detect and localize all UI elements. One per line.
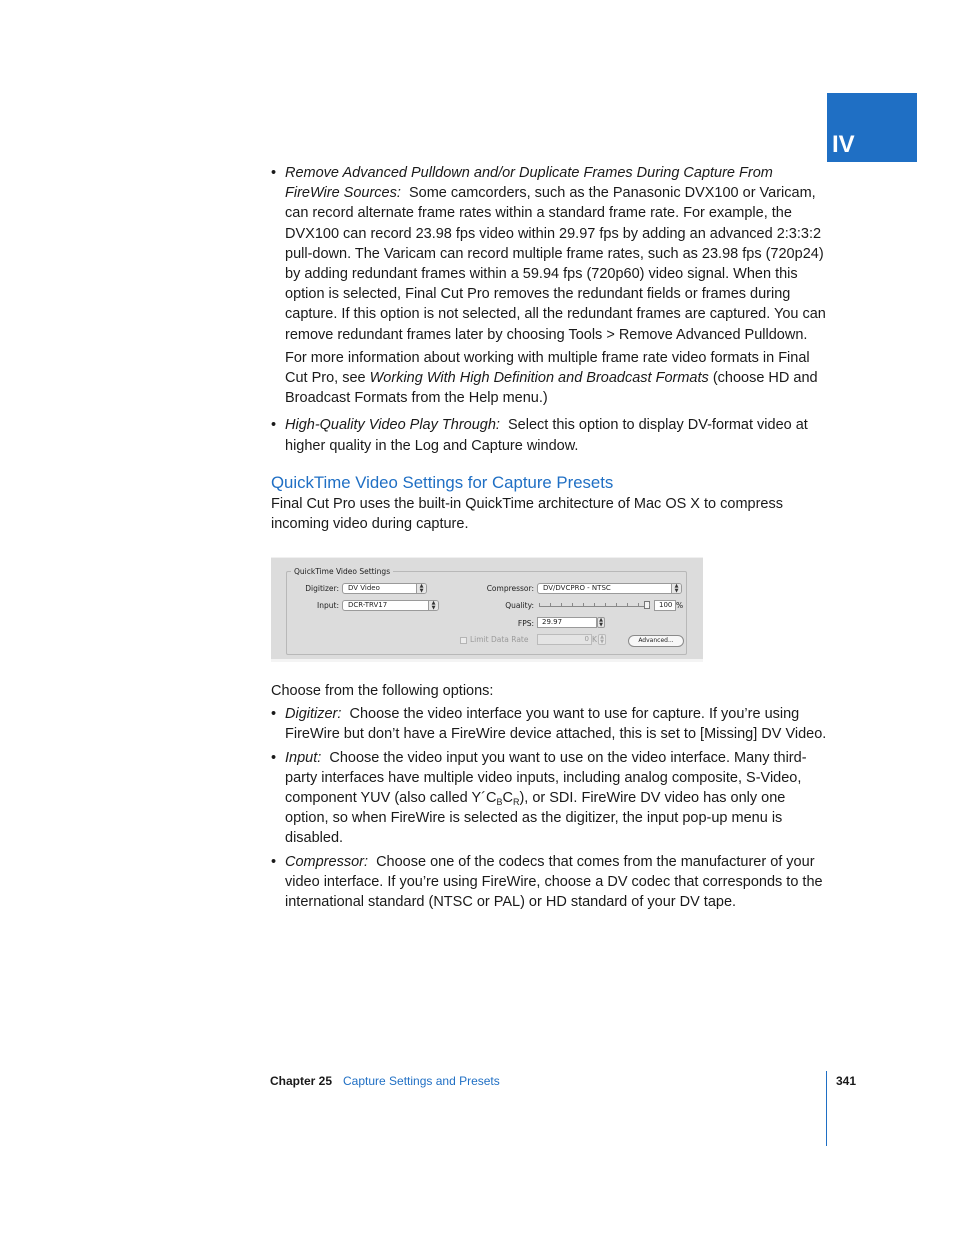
section-intro bbox=[271, 494, 831, 534]
section-heading: QuickTime Video Settings for Capture Presets bbox=[271, 473, 614, 492]
input-text-c: C bbox=[502, 790, 513, 807]
compressor-popup[interactable] bbox=[537, 583, 682, 594]
option-description: Choose one of the codecs that comes from the manufacturer of your video interface. If you’re using FireWire, choose a DV codec that corresponds to the international standard (NTSC or PAL) or HD standard of your DV tape. bbox=[285, 853, 823, 911]
slider-tick bbox=[583, 603, 584, 606]
slider-tick bbox=[550, 603, 551, 606]
list-item bbox=[271, 415, 831, 455]
footer-chapter: Chapter 25 bbox=[270, 1074, 333, 1088]
quicktime-settings-screenshot bbox=[271, 557, 703, 662]
top-section bbox=[271, 163, 831, 456]
option-term: Compressor: bbox=[285, 853, 368, 870]
popup-arrows-icon: ▲ ▼ bbox=[428, 601, 438, 610]
list-item bbox=[271, 748, 831, 849]
subscript-r: R bbox=[512, 797, 520, 808]
list-item bbox=[271, 163, 831, 345]
slider-tick bbox=[638, 603, 639, 606]
data-rate-field[interactable] bbox=[537, 634, 592, 645]
option-description: Select this option to display DV-format video at higher quality in the Log and Capture window. bbox=[285, 417, 808, 454]
footer-chapter-title: Capture Settings and Presets bbox=[343, 1074, 500, 1088]
data-rate-value: 0 bbox=[584, 635, 589, 643]
option-description bbox=[285, 750, 807, 847]
subscript-b: B bbox=[496, 797, 503, 808]
data-rate-unit: K bbox=[592, 635, 597, 644]
input-label: Input: bbox=[317, 601, 339, 610]
fps-value: 29.97 bbox=[542, 618, 563, 626]
part-tab bbox=[827, 93, 917, 162]
input-text-d: ), or SDI. FireWire DV video has only one option, so when FireWire is selected as the digitizer, the input pop-up menu is disabled. bbox=[285, 790, 786, 847]
input-popup[interactable] bbox=[342, 600, 439, 611]
cross-reference: Working With High Definition and Broadcast Formats bbox=[369, 370, 709, 387]
more-info-after: (choose HD and Broadcast Formats from the Help menu.) bbox=[285, 370, 818, 407]
limit-data-rate-checkbox[interactable] bbox=[460, 637, 467, 644]
compressor-label: Compressor: bbox=[486, 584, 534, 593]
slider-tick bbox=[616, 603, 617, 606]
slider-tick bbox=[572, 603, 573, 606]
quality-label: Quality: bbox=[505, 601, 534, 610]
slider-tick bbox=[649, 603, 650, 606]
option-description: Choose the video interface you want to use for capture. If you’re using FireWire but don’t have a FireWire device attached, this is set to [Missing] DV Video. bbox=[285, 706, 827, 743]
popup-arrows-icon: ▲ ▼ bbox=[416, 584, 426, 593]
fps-field[interactable] bbox=[537, 617, 597, 628]
list-item bbox=[271, 704, 831, 744]
options-section bbox=[271, 681, 831, 912]
option-term: High-Quality Video Play Through: bbox=[285, 417, 500, 434]
more-info-before: For more information about working with multiple frame rate video formats in Final Cut Pro, see bbox=[285, 349, 810, 387]
quality-slider[interactable] bbox=[539, 606, 649, 607]
footer-divider bbox=[826, 1071, 827, 1146]
fps-label: FPS: bbox=[517, 619, 534, 628]
part-tab-label: IV bbox=[832, 131, 855, 158]
digitizer-value: DV Video bbox=[348, 584, 380, 592]
options-intro: Choose from the following options: bbox=[271, 683, 494, 699]
slider-tick bbox=[594, 603, 595, 606]
quality-value: 100 bbox=[659, 601, 673, 609]
quality-unit: % bbox=[676, 601, 684, 610]
digitizer-popup[interactable] bbox=[342, 583, 427, 594]
advanced-button[interactable]: Advanced... bbox=[628, 635, 684, 647]
option-term: Input: bbox=[285, 749, 322, 766]
input-value: DCR-TRV17 bbox=[348, 601, 388, 609]
compressor-value: DV/DVCPRO - NTSC bbox=[543, 584, 611, 592]
input-text-a: Choose the video input you want to use on the video interface. Many third-party interfaces have multiple video inputs, including analog composite, S-Video, component YUV (also called Y´C bbox=[285, 749, 807, 807]
page-number: 341 bbox=[836, 1074, 857, 1088]
quality-field[interactable] bbox=[654, 600, 676, 611]
slider-tick bbox=[605, 603, 606, 606]
slider-tick bbox=[561, 603, 562, 606]
limit-data-rate-label: Limit Data Rate bbox=[470, 635, 529, 644]
fps-stepper[interactable]: ▲ ▼ bbox=[597, 617, 605, 628]
data-rate-stepper[interactable]: ▲ ▼ bbox=[598, 634, 606, 645]
slider-tick bbox=[539, 603, 540, 606]
slider-tick bbox=[627, 603, 628, 606]
group-title: QuickTime Video Settings bbox=[291, 567, 393, 576]
popup-arrows-icon: ▲ ▼ bbox=[671, 584, 681, 593]
option-term: Remove Advanced Pulldown and/or Duplicate Frames During Capture From FireWire Sources: bbox=[285, 165, 773, 202]
option-description: Some camcorders, such as the Panasonic DVX100 or Varicam, can record alternate frame rates within a standard frame rate. For example, the DVX100 can record 23.98 fps video within 29.97 fps by adding an advanced 2:3:3:2 pull-down. The Varicam can record multiple frame rates, such as 23.98 fps (720p24) by adding redundant frames within a 59.94 fps (720p60) video signal. When this option is selected, Final Cut Pro removes the redundant fields or frames during capture. If this option is not selected, all the redundant frames are captured. You can remove redundant frames later by choosing Tools > Remove Advanced Pulldown. bbox=[285, 185, 826, 343]
more-info-paragraph bbox=[271, 348, 831, 409]
list-item bbox=[271, 852, 831, 913]
digitizer-label: Digitizer: bbox=[305, 584, 339, 593]
intro-paragraph: Final Cut Pro uses the built-in QuickTime architecture of Mac OS X to compress incoming video during capture. bbox=[271, 496, 783, 533]
option-term: Digitizer: bbox=[285, 706, 342, 723]
